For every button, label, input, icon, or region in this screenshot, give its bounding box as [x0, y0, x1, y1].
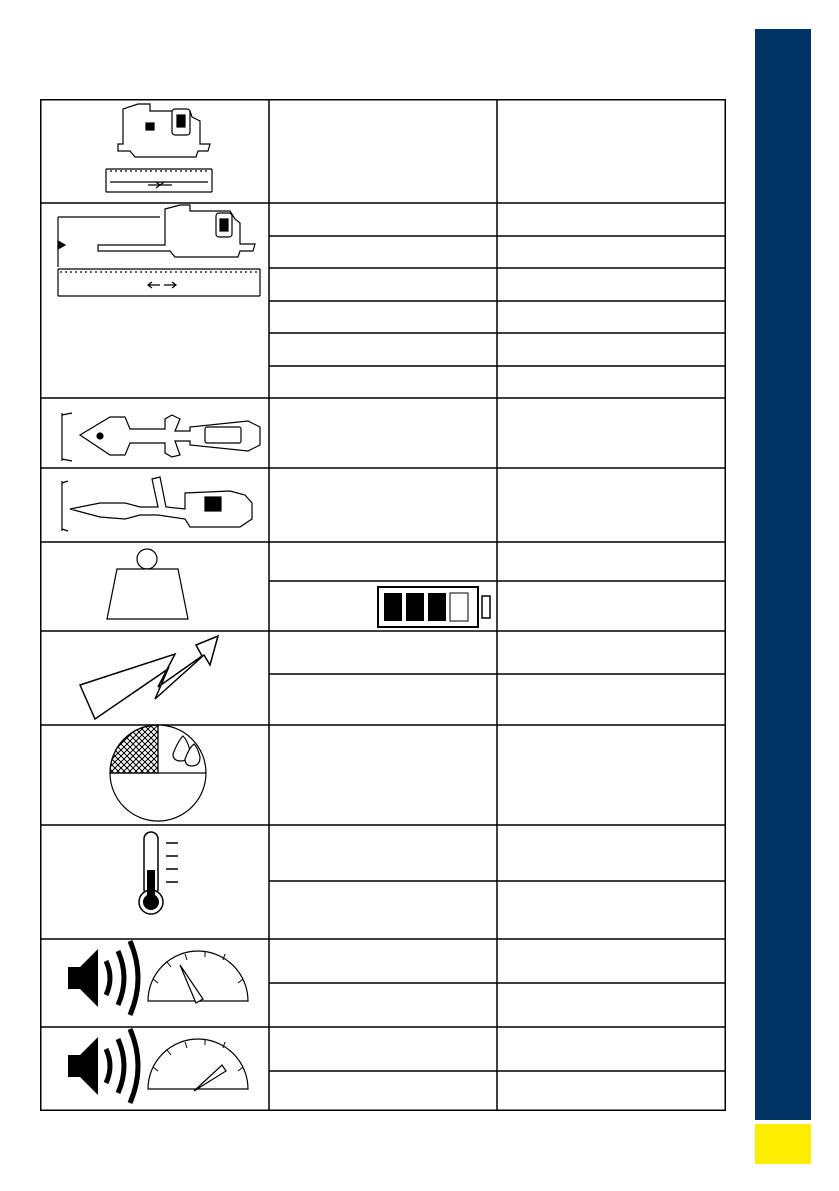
side-color-bar — [755, 29, 811, 1120]
page-corner-tab — [755, 1124, 811, 1164]
pulling-force-icon — [62, 477, 252, 531]
lightning-power-icon — [80, 636, 218, 719]
spreading-force-icon — [62, 413, 260, 461]
battery-icon — [378, 587, 490, 627]
sound-power-icon — [68, 1029, 248, 1103]
spec-table — [40, 99, 726, 1111]
spreader-open-width-icon — [58, 205, 260, 296]
thermometer-icon — [139, 832, 178, 914]
ingress-protection-icon — [110, 725, 206, 821]
sound-pressure-icon — [68, 941, 248, 1015]
weight-icon — [107, 549, 188, 619]
spreader-closed-width-icon — [106, 104, 212, 192]
